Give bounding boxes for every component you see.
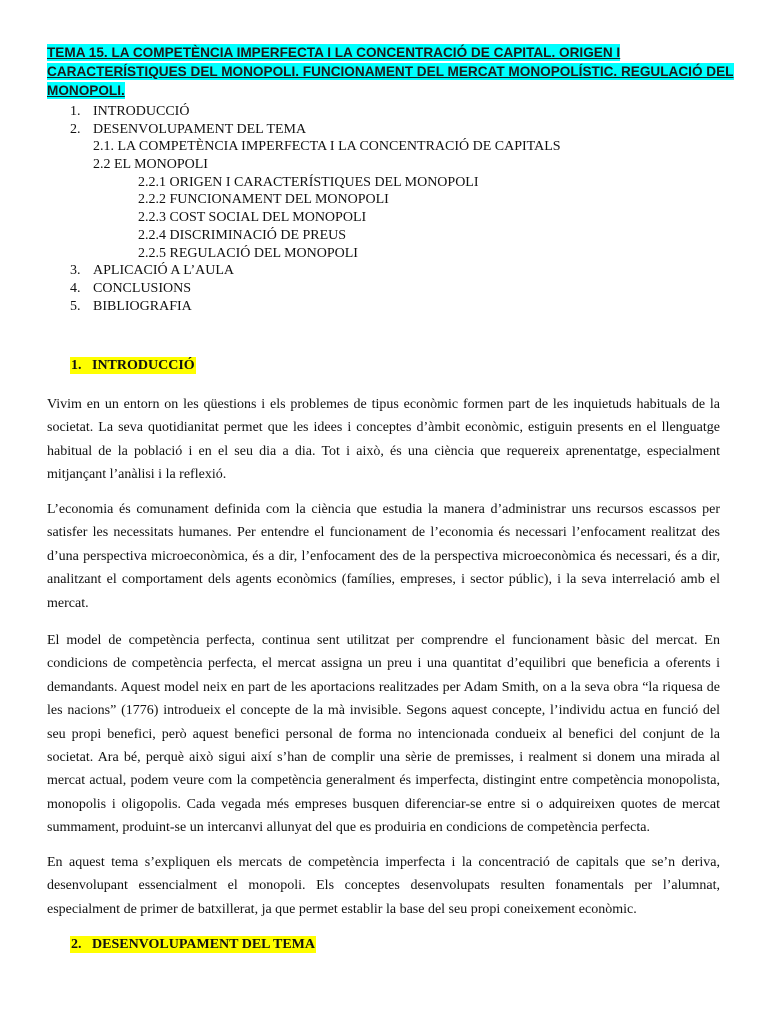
toc-item-text: APLICACIÓ A L’AULA [93, 263, 235, 279]
paragraph: Vivim en un entorn on les qüestions i els problemes de tipus econòmic formen part de les inquietuds habituals de la societat. La seva quotidianitat permet que les idees i conceptes d’àmbit econòmic, estiguin presents en el llenguatge habitual de la població i en el seu dia a dia. Tot i això, és una ciència que requereix aprenentatge, especialment mitjançant l’anàlisi i la reflexió. [47, 397, 720, 483]
toc-subsubitem [0, 174, 768, 192]
toc-item-text: BIBLIOGRAFIA [93, 298, 192, 314]
toc-subsubitem-text: 2.2.5 REGULACIÓ DEL MONOPOLI [138, 245, 358, 261]
paragraph: El model de competència perfecta, continua sent utilitzat per comprendre el funcionament bàsic del mercat. En condicions de competència perfecta, el mercat assigna un preu i una quantitat d’equilibri que beneficia a oferents i demandants. Aquest model neix en part de les aportacions realitzades per Adam Smith, on a la seva obra “la riquesa de les nacions” (1776) introdueix el concepte de la mà invisible. Segons aquest concepte, l’individu actua en funció del seu propi benefici, però aquest benefici personal de forma no intencionada condueix al benefici del conjunt de la societat. Ara bé, perquè això sigui així s’han de complir una sèrie de premisses, i realment si donem una mirada al mercat actual, podem veure com la competència generalment és imperfecta, distingint entre competència monopolista, monopolis i oligopolis. Cada vegada més empreses busquen diferenciar-se entre si o adquireixen quotes de mercat summament, produint-se un intercanvi allunyat del que es produiria en condicions de competència perfecta. [47, 633, 720, 836]
document-title [47, 43, 757, 100]
section-heading-introduccio [70, 357, 196, 375]
paragraph: En aquest tema s’expliquen els mercats de competència imperfecta i la concentració de capitals que se’n deriva, desenvolupant essencialment el monopoli. Els conceptes desenvolupats resulten fonamentals per l’alumnat, especialment de primer de batxillerat, ja que permet establir la base del seu propi coneixement econòmic. [47, 855, 720, 917]
toc-subsubitem-text: 2.2.4 DISCRIMINACIÓ DE PREUS [138, 227, 347, 243]
toc-subsubitem-text: 2.2.3 COST SOCIAL DEL MONOPOLI [138, 210, 367, 226]
toc-item-number: 4. [70, 280, 81, 296]
toc-subitem [0, 138, 768, 156]
toc-item-text: INTRODUCCIÓ [93, 104, 190, 119]
toc-item-number: 5. [70, 298, 81, 314]
toc-item [0, 121, 768, 139]
section-heading-text: 1. INTRODUCCIÓ [71, 358, 195, 373]
toc-subsubitem-text: 2.2.2 FUNCIONAMENT DEL MONOPOLI [138, 192, 389, 208]
toc-subsubitem [0, 227, 768, 245]
toc-item [0, 298, 768, 316]
toc-subsubitem [0, 191, 768, 209]
toc-subsubitem [0, 245, 768, 263]
toc-item-number: 1. [70, 104, 81, 119]
toc-item-text: CONCLUSIONS [93, 280, 192, 296]
paragraph: L’economia és comunament definida com la ciència que estudia la manera d’administrar uns recursos escassos per satisfer les necessitats humanes. Per entendre el funcionament de l’economia és necessari l’enfocament realitzat des d’una perspectiva microeconòmica, és a dir, l’enfocament des de la perspectiva microeconòmica és necessari, és a dir, analitzant el comportament dels agents econòmics (famílies, empreses, i sector públic), i la seva interrelació amb el mercat. [47, 502, 720, 611]
section-heading-text: 2. DESENVOLUPAMENT DEL TEMA [71, 937, 315, 952]
toc-item-number: 3. [70, 263, 81, 279]
toc-subsubitem [0, 209, 768, 227]
toc-item-text: DESENVOLUPAMENT DEL TEMA [93, 121, 307, 137]
toc-subitem [0, 156, 768, 174]
table-of-contents [0, 103, 768, 315]
toc-subitem-text: 2.1. LA COMPETÈNCIA IMPERFECTA I LA CONCENTRACIÓ DE CAPITALS [93, 139, 561, 155]
toc-subsubitem-text: 2.2.1 ORIGEN I CARACTERÍSTIQUES DEL MONOPOLI [138, 174, 479, 190]
title-text: TEMA 15. LA COMPETÈNCIA IMPERFECTA I LA CONCENTRACIÓ DE CAPITAL. ORIGEN I CARACTERÍSTIQUES DEL MONOPOLI. FUNCIONAMENT DEL MERCAT MONOPOLÍSTIC. REGULACIÓ DEL MONOPOLI. [47, 45, 734, 98]
toc-subitem-text: 2.2 EL MONOPOLI [93, 157, 208, 173]
toc-item [0, 280, 768, 298]
toc-item [0, 103, 768, 121]
section-heading-desenvolupament [70, 936, 316, 954]
toc-item [0, 262, 768, 280]
toc-item-number: 2. [70, 121, 81, 137]
